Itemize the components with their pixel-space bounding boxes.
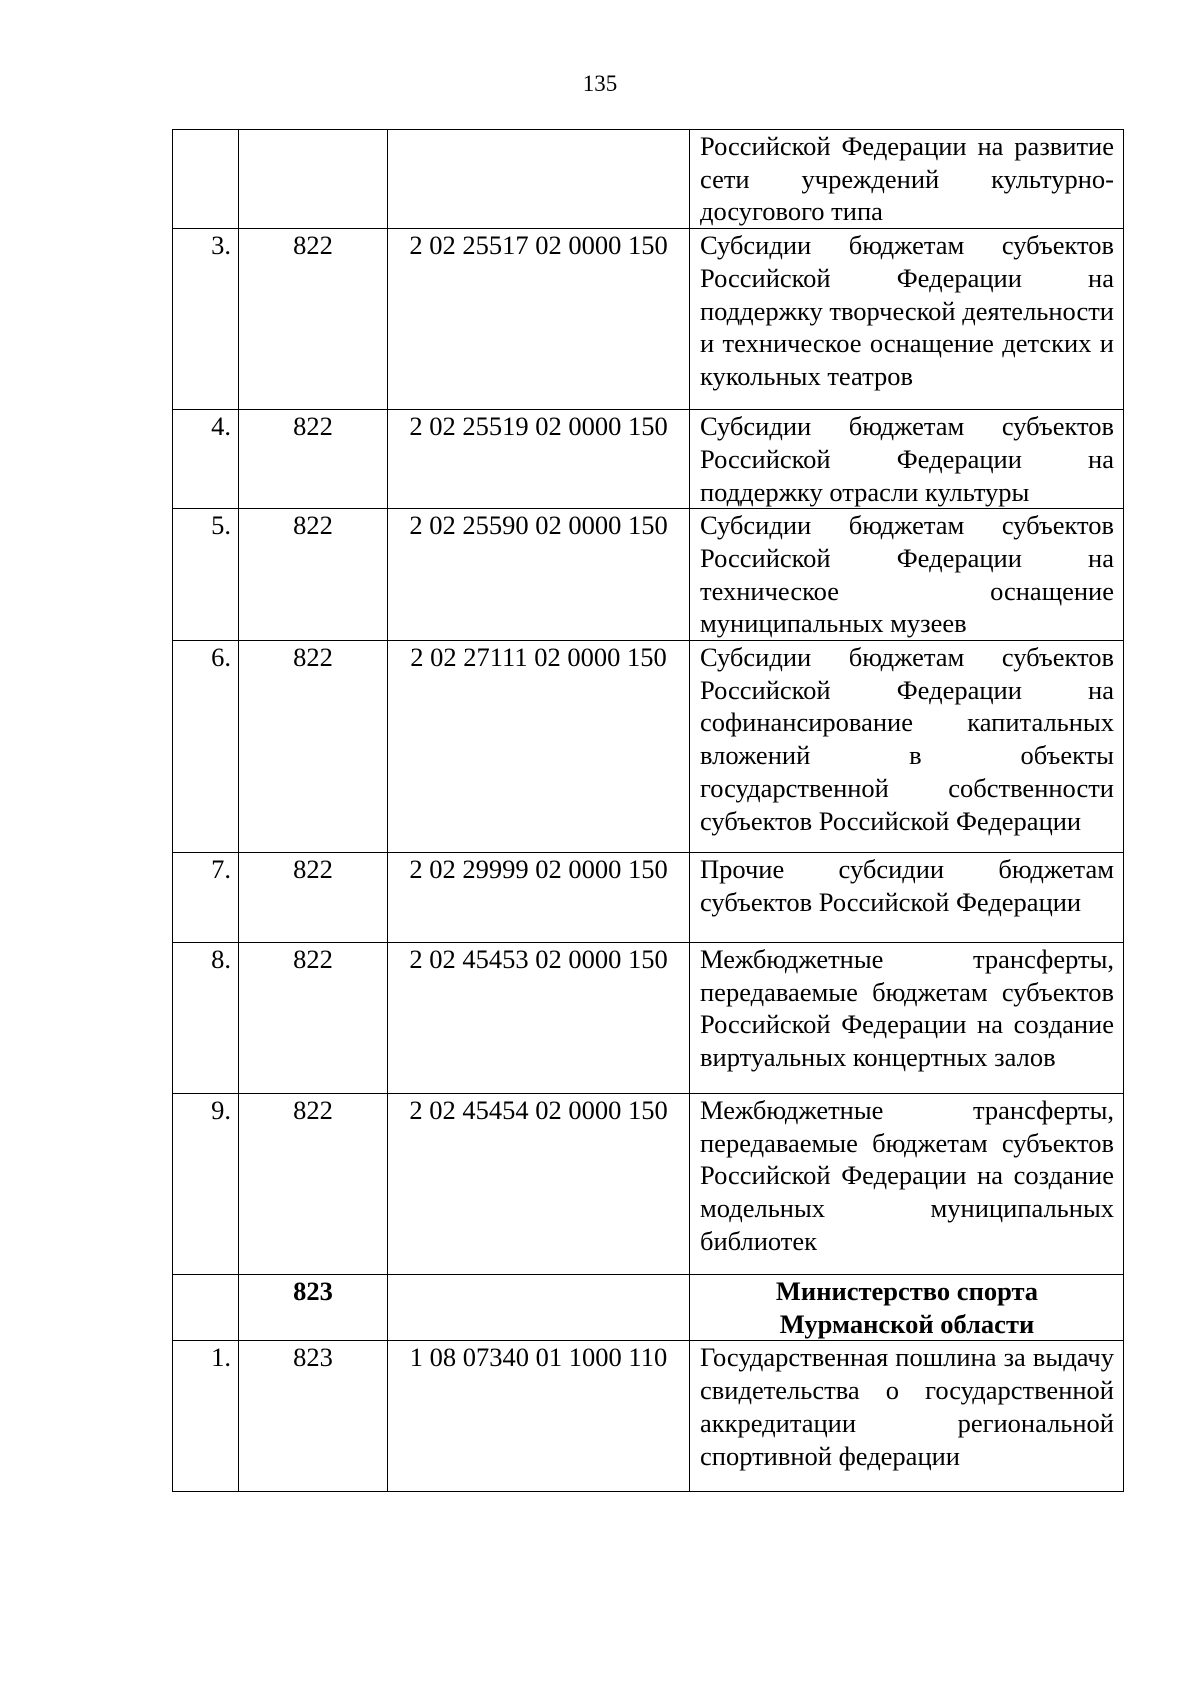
table-row [173, 509, 1124, 641]
budget-classification-code-cell: 2 02 25517 02 0000 150 [388, 229, 690, 410]
administrator-code-cell: 822 [239, 1094, 388, 1275]
budget-classification-code-cell [388, 1275, 690, 1341]
administrator-code-cell: 822 [239, 853, 388, 943]
revenue-name-cell: Субсидии бюджетам субъектов Российской Федерации на техническое оснащение муниципальных музеев [690, 509, 1124, 641]
administrator-code-cell [239, 130, 388, 229]
table-row [173, 130, 1124, 229]
administrator-code-cell: 822 [239, 509, 388, 641]
revenue-name-cell: Субсидии бюджетам субъектов Российской Федерации на поддержку отрасли культуры [690, 410, 1124, 509]
budget-classification-code-cell: 2 02 29999 02 0000 150 [388, 853, 690, 943]
table-body [173, 130, 1124, 1492]
table-row [173, 229, 1124, 410]
budget-revenue-table [172, 129, 1124, 1492]
row-number-cell: 7. [173, 853, 239, 943]
row-number-cell: 9. [173, 1094, 239, 1275]
row-number-cell: 5. [173, 509, 239, 641]
budget-classification-code-cell: 2 02 25519 02 0000 150 [388, 410, 690, 509]
administrator-code-cell: 822 [239, 410, 388, 509]
administrator-code-cell: 822 [239, 943, 388, 1094]
revenue-name-cell: Государственная пошлина за выдачу свидетельства о государственной аккредитации региональной спортивной федерации [690, 1341, 1124, 1492]
table-row [173, 410, 1124, 509]
table-row [173, 641, 1124, 853]
row-number-cell [173, 130, 239, 229]
administrator-code-cell: 822 [239, 641, 388, 853]
revenue-name-cell: Российской Федерации на развитие сети учреждений культурно-досугового типа [690, 130, 1124, 229]
budget-classification-code-cell: 2 02 25590 02 0000 150 [388, 509, 690, 641]
row-number-cell: 4. [173, 410, 239, 509]
section-header-row [173, 1275, 1124, 1341]
revenue-name-cell: Межбюджетные трансферты, передаваемые бюджетам субъектов Российской Федерации на создание модельных муниципальных библиотек [690, 1094, 1124, 1275]
table-row [173, 1341, 1124, 1492]
table-row [173, 943, 1124, 1094]
budget-classification-code-cell [388, 130, 690, 229]
budget-classification-code-cell: 2 02 27111 02 0000 150 [388, 641, 690, 853]
administrator-code-cell: 823 [239, 1275, 388, 1341]
revenue-name-cell: Прочие субсидии бюджетам субъектов Российской Федерации [690, 853, 1124, 943]
page-number: 135 [582, 71, 618, 96]
row-number-cell: 6. [173, 641, 239, 853]
row-number-cell [173, 1275, 239, 1341]
revenue-name-cell: Министерство спорта Мурманской области [690, 1275, 1124, 1341]
table-row [173, 853, 1124, 943]
administrator-code-cell: 822 [239, 229, 388, 410]
row-number-cell: 8. [173, 943, 239, 1094]
revenue-name-cell: Субсидии бюджетам субъектов Российской Федерации на поддержку творческой деятельности и техническое оснащение детских и кукольных театров [690, 229, 1124, 410]
row-number-cell: 1. [173, 1341, 239, 1492]
revenue-name-cell: Межбюджетные трансферты, передаваемые бюджетам субъектов Российской Федерации на создание виртуальных концертных залов [690, 943, 1124, 1094]
revenue-name-cell: Субсидии бюджетам субъектов Российской Федерации на софинансирование капитальных вложений в объекты государственной собственности субъектов Российской Федерации [690, 641, 1124, 853]
table-row [173, 1094, 1124, 1275]
budget-classification-code-cell: 2 02 45453 02 0000 150 [388, 943, 690, 1094]
budget-classification-code-cell: 1 08 07340 01 1000 110 [388, 1341, 690, 1492]
row-number-cell: 3. [173, 229, 239, 410]
budget-classification-code-cell: 2 02 45454 02 0000 150 [388, 1094, 690, 1275]
administrator-code-cell: 823 [239, 1341, 388, 1492]
